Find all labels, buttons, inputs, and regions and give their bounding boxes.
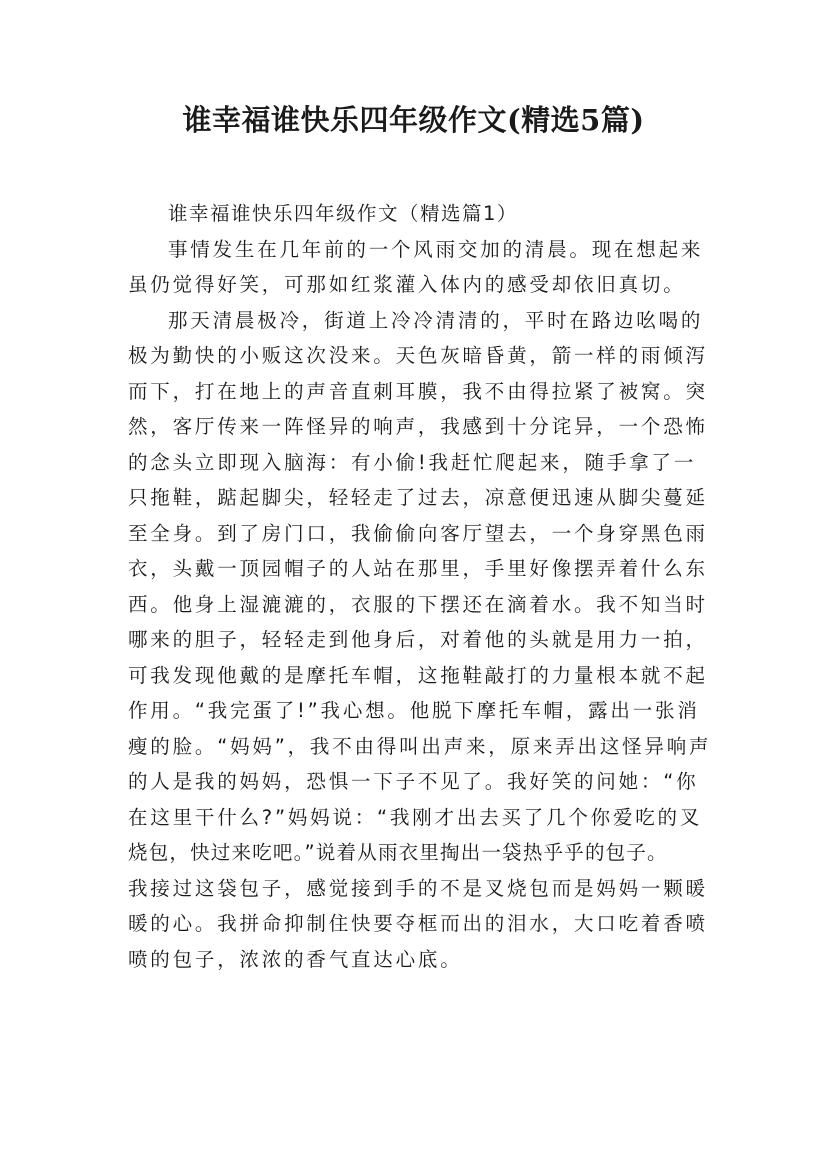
text-line: 而下，打在地上的声音直刺耳膜，我不由得拉紧了被窝。突: [128, 379, 708, 403]
text-line: 作用。“我完蛋了!”我心想。他脱下摩托车帽，露出一张消: [128, 699, 700, 722]
paragraph-2: [128, 303, 712, 978]
text-line: 西。他身上湿漉漉的，衣服的下摆还在滴着水。我不知当时: [128, 592, 708, 616]
document-body: [128, 196, 712, 977]
text-line: 然，客厅传来一阵怪异的响声，我感到十分诧异，一个恐怖: [128, 415, 708, 438]
text-line: 那天清晨极冷，街道上冷冷清清的，平时在路边吆喝的: [168, 308, 704, 332]
text-line: 的念头立即现入脑海：有小偷!我赶忙爬起来，随手拿了一: [128, 450, 697, 474]
text-line: 至全身。到了房门口，我偷偷向客厅望去，一个身穿黑色雨: [128, 521, 708, 545]
text-line: 可我发现他戴的是摩托车帽，这拖鞋敲打的力量根本就不起: [128, 663, 708, 687]
text-line: 极为勤快的小贩这次没来。天色灰暗昏黄，箭一样的雨倾泻: [128, 344, 708, 367]
paragraph-1: [128, 232, 706, 303]
text-line: 哪来的胆子，轻轻走到他身后，对着他的头就是用力一拍，: [128, 628, 708, 651]
text-line: 在这里干什么?”妈妈说：“我刚才出去买了几个你爱吃的叉: [128, 805, 703, 829]
document-title: 谁幸福谁快乐四年级作文(精选5篇): [182, 103, 645, 137]
text-line: 瘦的脸。“妈妈”，我不由得叫出声来，原来弄出这怪异响声: [128, 734, 712, 758]
text-line: 烧包，快过来吃吧。”说着从雨衣里掏出一袋热乎乎的包子。: [128, 841, 668, 864]
text-line: 衣，头戴一顶园帽子的人站在那里，手里好像摆弄着什么东: [128, 557, 708, 580]
text-line: 喷的包子，浓浓的香气直达心底。: [128, 947, 463, 971]
text-line: 我接过这袋包子，感觉接到手的不是叉烧包而是妈妈一颗暖: [128, 876, 708, 900]
text-line: 的人是我的妈妈，恐惧一下子不见了。我好笑的问她：“你: [128, 770, 699, 793]
text-line: 事情发生在几年前的一个风雨交加的清晨。现在想起来: [168, 237, 704, 261]
section-subtitle: 谁幸福谁快乐四年级作文（精选篇1）: [168, 202, 518, 225]
text-line: 虽仍觉得好笑，可那如红浆灌入体内的感受却依旧真切。: [128, 273, 686, 296]
text-line: 暖的心。我拼命抑制住快要夺框而出的泪水，大口吃着香喷: [128, 912, 708, 935]
text-line: 只拖鞋，踮起脚尖，轻轻走了过去，凉意便迅速从脚尖蔓延: [128, 486, 708, 509]
